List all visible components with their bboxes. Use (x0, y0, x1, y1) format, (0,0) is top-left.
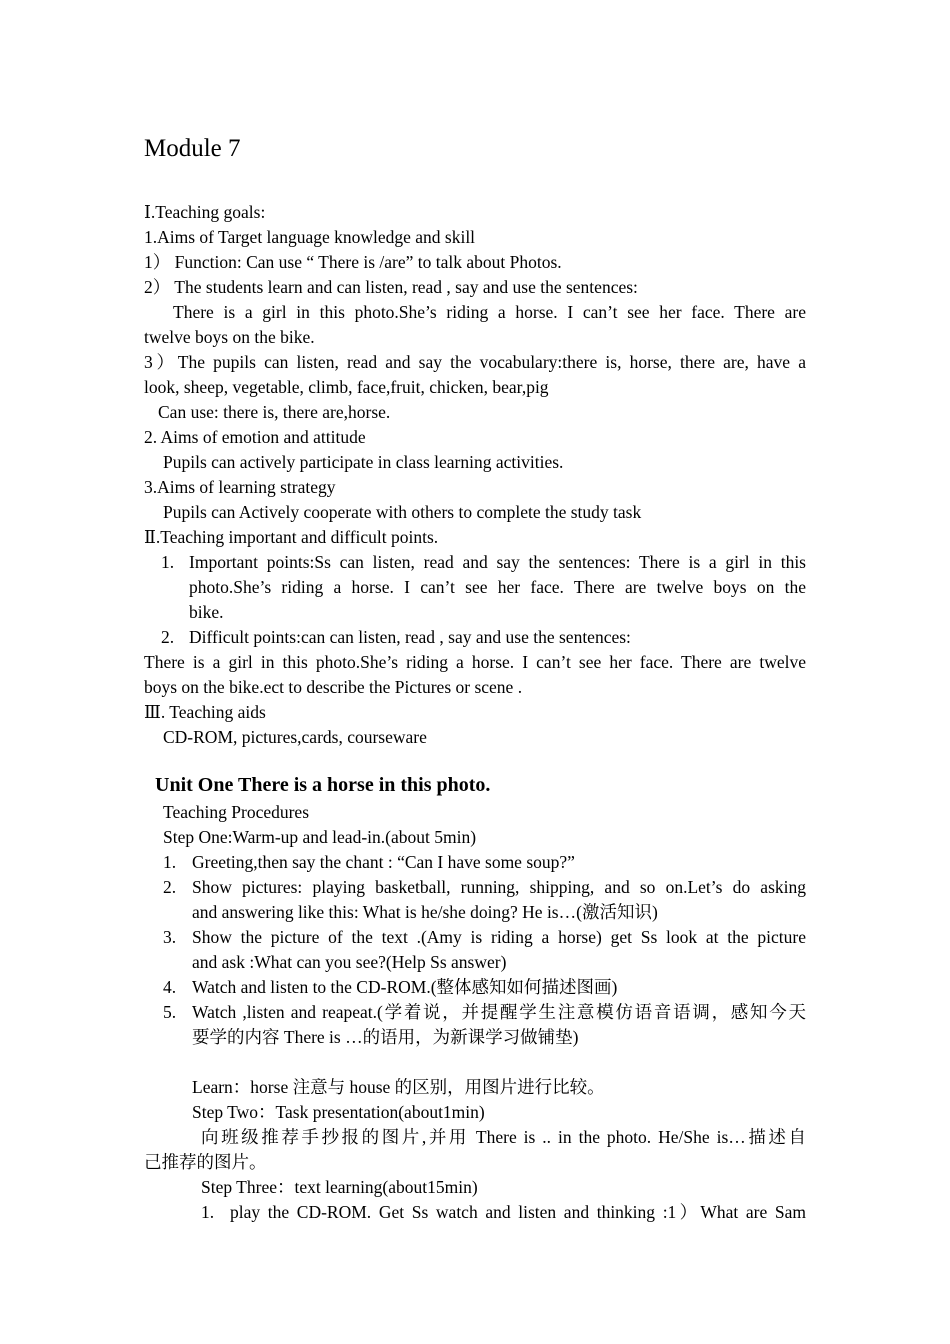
procedure-item-3-line-1: Show the picture of the text .(Amy is riding a horse) get Ss look at the picture (192, 927, 806, 947)
goal-vocabulary-line-1: 3）The pupils can listen, read and say the vocabulary:there is, horse, there are, have a (144, 352, 806, 372)
procedure-item-2-line-2: and answering like this: What is he/she doing? He is…(激活知识) (192, 902, 658, 922)
goal-item-function: 1） Function: Can use “ There is /are” to talk about Photos. (144, 252, 562, 272)
unit-title: Unit One There is a horse in this photo. (155, 774, 491, 796)
emotion-attitude-text: Pupils can actively participate in class learning activities. (163, 452, 564, 472)
important-points-line-3: bike. (189, 602, 224, 622)
step-three-heading: Step Three：text learning(about15min) (201, 1177, 478, 1197)
procedure-item-5-line-2: 要学的内容 There is …的语用，为新课学习做铺垫) (192, 1027, 579, 1047)
difficult-points-line-1: Difficult points:can can listen, read , say and use the sentences: (189, 627, 631, 647)
important-points-line-1: Important points:Ss can listen, read and say the sentences: There is a girl in this (189, 552, 806, 572)
goal-vocabulary-line-2: look, sheep, vegetable, climb, face,fruit, chicken, bear,pig (144, 377, 549, 397)
section-heading-important-points: Ⅱ.Teaching important and difficult points. (144, 527, 439, 547)
procedure-item-1: Greeting,then say the chant : “Can I have some soup?” (192, 852, 575, 872)
procedure-item-3-line-2: and ask :What can you see?(Help Ss answer) (192, 952, 507, 972)
list-number: 2. (161, 627, 175, 647)
subheading-target-language: 1.Aims of Target language knowledge and skill (144, 227, 476, 247)
list-number: 3. (163, 927, 177, 947)
difficult-points-line-2: There is a girl in this photo.She’s riding a horse. I can’t see her face. There are twelve (144, 652, 806, 672)
step-two-line-2: 己推荐的图片。 (144, 1152, 267, 1172)
step-two-line-1: 向班级推荐手抄报的图片,并用 There is .. in the photo. He/She is…描述自 (201, 1127, 806, 1147)
section-heading-teaching-aids: Ⅲ. Teaching aids (144, 702, 266, 722)
step-one-heading: Step One:Warm-up and lead-in.(about 5min) (163, 827, 477, 847)
page-title: Module 7 (144, 135, 241, 162)
important-points-line-2: photo.She’s riding a horse. I can’t see her face. There are twelve boys on the (189, 577, 806, 597)
list-number: 4. (163, 977, 177, 997)
procedure-item-2-line-1: Show pictures: playing basketball, running, shipping, and so on.Let’s do asking (192, 877, 806, 897)
goal-vocabulary-line-3: Can use: there is, there are,horse. (158, 402, 391, 422)
learn-note: Learn：horse 注意与 house 的区别，用图片进行比较。 (192, 1077, 605, 1097)
teaching-procedures-heading: Teaching Procedures (163, 802, 310, 822)
subheading-learning-strategy: 3.Aims of learning strategy (144, 477, 336, 497)
goal-sentences-line-2: twelve boys on the bike. (144, 327, 315, 347)
learning-strategy-text: Pupils can Actively cooperate with others to complete the study task (163, 502, 642, 522)
list-number: 5. (163, 1002, 177, 1022)
difficult-points-line-3: boys on the bike.ect to describe the Pictures or scene . (144, 677, 523, 697)
procedure-item-5-line-1: Watch ,listen and reapeat.(学着说，并提醒学生注意模仿语音语调，感知今天 (192, 1002, 806, 1022)
procedure-item-4: Watch and listen to the CD-ROM.(整体感知如何描述图画) (192, 977, 618, 997)
list-number: 2. (163, 877, 177, 897)
teaching-aids-text: CD-ROM, pictures,cards, courseware (163, 727, 427, 747)
list-number: 1. (161, 552, 175, 572)
list-number: 1. (163, 852, 177, 872)
step-two-heading: Step Two：Task presentation(about1min) (192, 1102, 485, 1122)
goal-item-sentences: 2） The students learn and can listen, read , say and use the sentences: (144, 277, 638, 297)
section-heading-teaching-goals: Ⅰ.Teaching goals: (144, 202, 266, 222)
list-number: 1. (201, 1202, 215, 1222)
step-three-item-1: play the CD-ROM. Get Ss watch and listen and thinking :1）What are Sam (230, 1202, 806, 1222)
goal-sentences-line-1: There is a girl in this photo.She’s riding a horse. I can’t see her face. There are (173, 302, 806, 322)
subheading-emotion-attitude: 2. Aims of emotion and attitude (144, 427, 366, 447)
